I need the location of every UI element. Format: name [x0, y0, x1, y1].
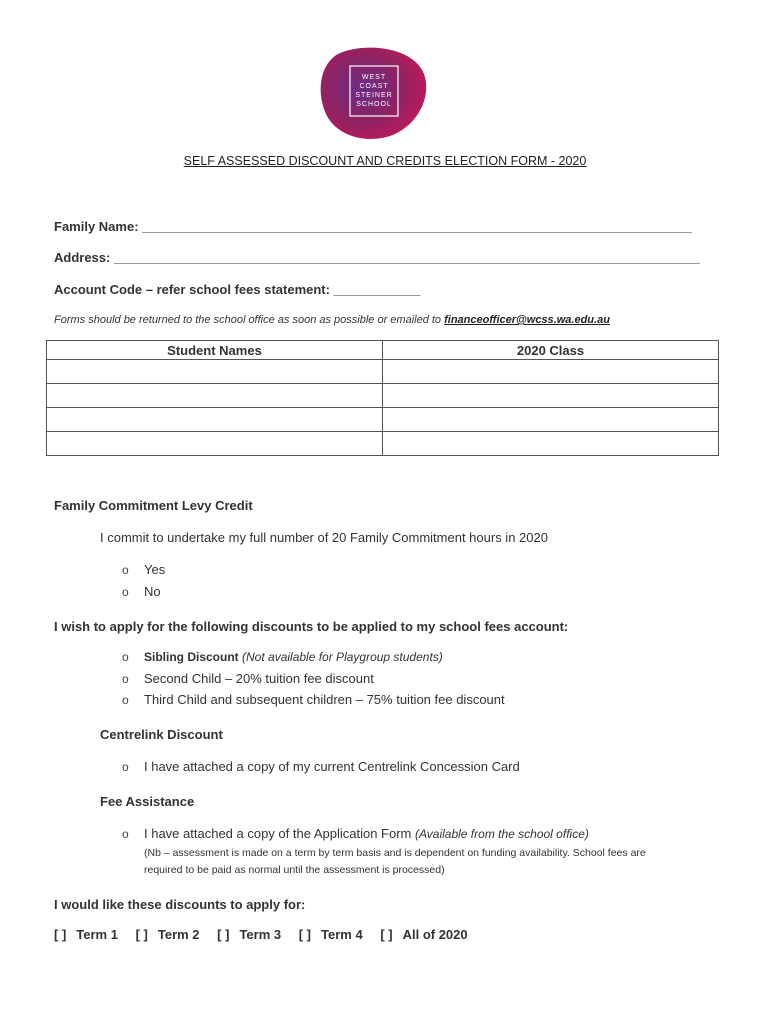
fee-assistance-heading: Fee Assistance: [100, 794, 195, 809]
radio-bullet-icon[interactable]: o: [122, 760, 129, 774]
checkbox-icon[interactable]: [ ]: [217, 927, 230, 942]
second-child-option[interactable]: [122, 671, 374, 686]
option-note: (Available from the school office): [415, 827, 589, 841]
school-logo: [318, 44, 430, 140]
nb-line-2: required to be paid as normal until the assessment is processed): [144, 864, 445, 876]
finance-email-link[interactable]: financeofficer@wcss.wa.edu.au: [444, 314, 610, 326]
option-label: Third Child and subsequent children – 75% tuition fee discount: [144, 692, 505, 707]
term-label: Term 4: [321, 927, 363, 942]
levy-option-no[interactable]: [122, 584, 161, 599]
term-label: All of 2020: [402, 927, 468, 942]
logo-line-2: COAST: [359, 83, 389, 90]
fee-assistance-nb: [144, 845, 646, 879]
levy-heading: Family Commitment Levy Credit: [54, 498, 253, 513]
term-options: [54, 927, 482, 942]
levy-statement: I commit to undertake my full number of 20 Family Commitment hours in 2020: [100, 530, 548, 545]
logo-line-3: STEINER: [355, 92, 393, 99]
checkbox-icon[interactable]: [ ]: [135, 927, 148, 942]
checkbox-icon[interactable]: [ ]: [54, 927, 67, 942]
term-2-option[interactable]: [136, 927, 200, 942]
return-note: [54, 314, 610, 326]
logo-line-1: WEST: [361, 74, 387, 81]
table-row: [47, 408, 719, 432]
checkbox-icon[interactable]: [ ]: [298, 927, 312, 942]
fee-assistance-option[interactable]: [122, 826, 589, 841]
radio-bullet-icon[interactable]: o: [122, 693, 129, 707]
student-name-cell[interactable]: [47, 408, 383, 432]
student-name-cell[interactable]: [47, 360, 383, 384]
table-row: [47, 384, 719, 408]
option-label: Yes: [144, 562, 166, 577]
class-cell[interactable]: [383, 360, 719, 384]
term-label: Term 3: [239, 927, 282, 942]
student-name-cell[interactable]: [47, 432, 383, 456]
class-cell[interactable]: [383, 408, 719, 432]
table-header-row: [47, 341, 719, 360]
radio-bullet-icon[interactable]: o: [122, 827, 129, 841]
term-1-option[interactable]: [54, 927, 118, 942]
sibling-discount-label: Sibling Discount: [144, 650, 239, 664]
third-child-option[interactable]: [122, 692, 505, 707]
centrelink-option[interactable]: [122, 759, 520, 774]
option-label: I have attached a copy of the Application Form: [144, 826, 415, 841]
term-label: Term 2: [157, 927, 200, 942]
class-cell[interactable]: [383, 432, 719, 456]
radio-bullet-icon[interactable]: o: [122, 650, 129, 664]
address-field[interactable]: Address: _________________________________________________________________________________: [54, 250, 700, 265]
account-code-field[interactable]: Account Code – refer school fees statement: ____________: [54, 282, 421, 297]
apply-heading: I would like these discounts to apply for:: [54, 897, 306, 912]
student-name-cell[interactable]: [47, 384, 383, 408]
levy-option-yes[interactable]: [122, 562, 165, 577]
student-names-header: Student Names: [47, 341, 383, 360]
nb-line-1: (Nb – assessment is made on a term by term basis and is dependent on funding availability. School fees are: [144, 847, 646, 859]
family-name-field[interactable]: Family Name: ____________________________________________________________________________: [54, 219, 692, 234]
radio-bullet-icon[interactable]: o: [122, 585, 129, 599]
term-4-option[interactable]: [299, 927, 363, 942]
class-header: 2020 Class: [383, 341, 719, 360]
student-table: [46, 340, 719, 456]
school-logo-graphic: [318, 44, 430, 140]
term-label: Term 1: [76, 927, 118, 942]
class-cell[interactable]: [383, 384, 719, 408]
all-year-option[interactable]: [380, 927, 467, 942]
form-title: SELF ASSESSED DISCOUNT AND CREDITS ELECTION FORM - 2020: [183, 154, 587, 168]
radio-bullet-icon[interactable]: o: [122, 672, 129, 686]
option-label: Second Child – 20% tuition fee discount: [144, 671, 374, 686]
sibling-discount-option[interactable]: [122, 650, 443, 664]
table-row: [47, 432, 719, 456]
table-row: [47, 360, 719, 384]
return-note-text: Forms should be returned to the school office as soon as possible or emailed to: [54, 314, 445, 326]
option-label: No: [144, 584, 161, 599]
centrelink-heading: Centrelink Discount: [100, 727, 223, 742]
discounts-heading: I wish to apply for the following discounts to be applied to my school fees account:: [54, 619, 569, 634]
sibling-discount-note: (Not available for Playgroup students): [242, 650, 443, 664]
term-3-option[interactable]: [217, 927, 281, 942]
checkbox-icon[interactable]: [ ]: [380, 927, 393, 942]
logo-line-4: SCHOOL: [356, 101, 392, 108]
radio-bullet-icon[interactable]: o: [122, 563, 129, 577]
option-label: I have attached a copy of my current Centrelink Concession Card: [144, 759, 520, 774]
